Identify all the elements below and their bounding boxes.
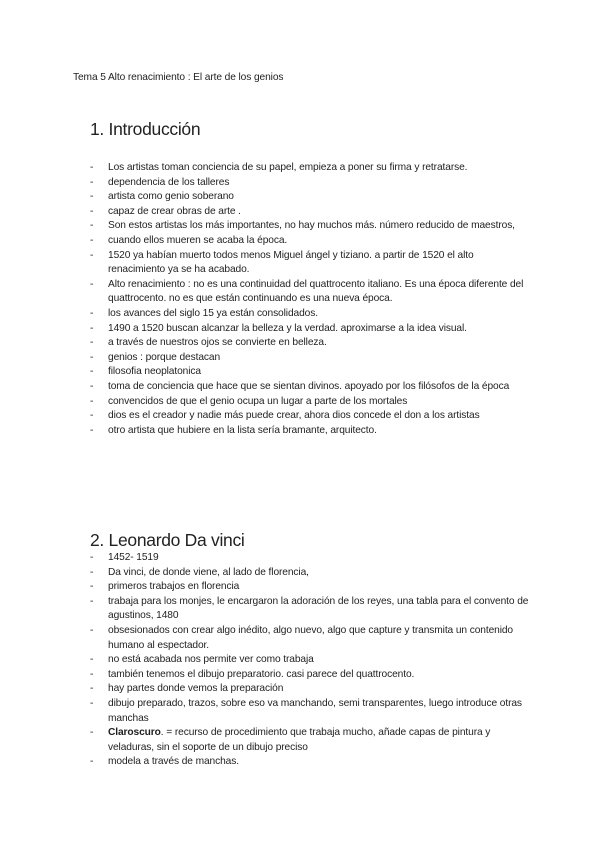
list-item-text: los avances del siglo 15 ya están consolidados. (108, 307, 318, 319)
bullet-dash: - (90, 683, 94, 695)
bullet-dash: - (90, 552, 94, 563)
list-item-text: otro artista que hubiere en la lista sería bramante, arquitecto. (108, 424, 377, 436)
list-item (90, 190, 530, 205)
list-item-text: a través de nuestros ojos se convierte en belleza. (108, 337, 327, 349)
bullet-dash: - (90, 566, 94, 578)
list-item (90, 755, 530, 770)
document-title: Tema 5 Alto renacimiento : El arte de los genios (73, 72, 284, 83)
list-item-text: no está acabada nos permite ver como trabaja (108, 654, 314, 666)
bullet-dash: - (90, 220, 94, 232)
list-item (90, 682, 530, 697)
list-item (90, 595, 530, 624)
list-item (90, 219, 530, 234)
list-item-text: hay partes donde vemos la preparación (108, 683, 284, 695)
bullet-dash: - (90, 595, 94, 607)
list-item-text: . = recurso de procedimiento que trabaja mucho, añade capas de pintura y veladuras, sin el soporte de un dibujo preciso (108, 727, 491, 753)
list-item (90, 234, 530, 249)
list-item-text: trabaja para los monjes, le encargaron la adoración de los reyes, una tabla para el convento de agustinos, 1480 (108, 595, 529, 622)
list-item (90, 336, 530, 351)
list-item (90, 580, 530, 595)
list-item (90, 653, 530, 668)
list-item-text: dios es el creador y nadie más puede crear, ahora dios concede el don a los artistas (108, 410, 480, 422)
bullet-dash: - (90, 337, 94, 349)
bullet-dash: - (90, 581, 94, 593)
section-list-leonardo (90, 551, 530, 770)
list-item-text: cuando ellos mueren se acaba la época. (108, 234, 288, 246)
list-item-text: artista como genio soberano (108, 191, 234, 203)
section-heading-leonardo: 2. Leonardo Da vinci (90, 530, 245, 550)
list-item (90, 322, 530, 337)
bullet-dash: - (90, 351, 94, 363)
bullet-dash: - (90, 278, 94, 290)
bullet-dash: - (90, 205, 94, 217)
list-item-text: filosofia neoplatonica (108, 366, 201, 378)
list-item-text: Alto renacimiento : no es una continuidad del quattrocento italiano. Es una época diferente del quattrocento. no es que están continuando es una nueva época. (108, 278, 524, 305)
list-item (90, 278, 530, 307)
section-heading-introduccion: 1. Introducción (90, 119, 201, 139)
bullet-dash: - (90, 410, 94, 422)
list-item-text: Son estos artistas los más importantes, no hay muchos más. número reducido de maestros, (108, 220, 515, 232)
bullet-dash: - (90, 322, 94, 334)
bullet-dash: - (90, 162, 94, 173)
list-item-text: genios : porque destacan (108, 351, 221, 363)
bullet-dash: - (90, 668, 94, 680)
section-list-introduccion (90, 161, 530, 438)
list-item-text: dibujo preparado, trazos, sobre eso va manchando, semi transparentes, luego introduce otras manchas (108, 697, 522, 724)
list-item (90, 697, 530, 726)
list-item (90, 307, 530, 322)
list-item (90, 176, 530, 191)
list-item (90, 161, 530, 176)
bullet-dash: - (90, 424, 94, 436)
list-item (90, 668, 530, 683)
list-item-text: 1490 a 1520 buscan alcanzar la belleza y la verdad. aproximarse a la idea visual. (108, 322, 467, 334)
list-item-text: 1452- 1519 (108, 552, 159, 563)
list-item (90, 424, 530, 439)
list-item (90, 395, 530, 410)
list-item (90, 551, 530, 566)
bullet-dash: - (90, 234, 94, 246)
list-item-text: convencidos de que el genio ocupa un lugar a parte de los mortales (108, 395, 408, 407)
bullet-dash: - (90, 191, 94, 203)
bullet-dash: - (90, 176, 94, 188)
list-item-text: Da vinci, de donde viene, al lado de florencia, (108, 566, 309, 578)
bullet-dash: - (90, 366, 94, 378)
bullet-dash: - (90, 380, 94, 392)
list-item (90, 409, 530, 424)
list-item (90, 365, 530, 380)
list-item-text: modela a través de manchas. (108, 756, 239, 768)
bullet-dash: - (90, 697, 94, 709)
bullet-dash: - (90, 654, 94, 666)
bullet-dash: - (90, 727, 94, 739)
list-item-text: 1520 ya habían muerto todos menos Miguel ángel y tiziano. a partir de 1520 el alto renacimiento ya se ha acabado. (108, 249, 474, 276)
bullet-dash: - (90, 249, 94, 261)
bullet-dash: - (90, 756, 94, 768)
list-item (90, 726, 530, 755)
list-item-text: también tenemos el dibujo preparatorio. casi parece del quattrocento. (108, 668, 415, 680)
list-item-text: capaz de crear obras de arte . (108, 205, 241, 217)
list-item-text: primeros trabajos en florencia (108, 581, 240, 593)
bullet-dash: - (90, 307, 94, 319)
list-item (90, 205, 530, 220)
list-item-text: dependencia de los talleres (108, 176, 230, 188)
bold-term: Claroscuro (108, 727, 161, 739)
bullet-dash: - (90, 395, 94, 407)
list-item-text: Los artistas toman conciencia de su papel, empieza a poner su firma y retratarse. (108, 162, 468, 173)
list-item-text: toma de conciencia que hace que se sientan divinos. apoyado por los filósofos de la época (108, 380, 510, 392)
list-item (90, 351, 530, 366)
list-item (90, 249, 530, 278)
list-item (90, 624, 530, 653)
list-item-text: obsesionados con crear algo inédito, algo nuevo, algo que capture y transmita un contenido humano al espectador. (108, 624, 514, 651)
list-item (90, 566, 530, 581)
list-item (90, 380, 530, 395)
bullet-dash: - (90, 624, 94, 636)
